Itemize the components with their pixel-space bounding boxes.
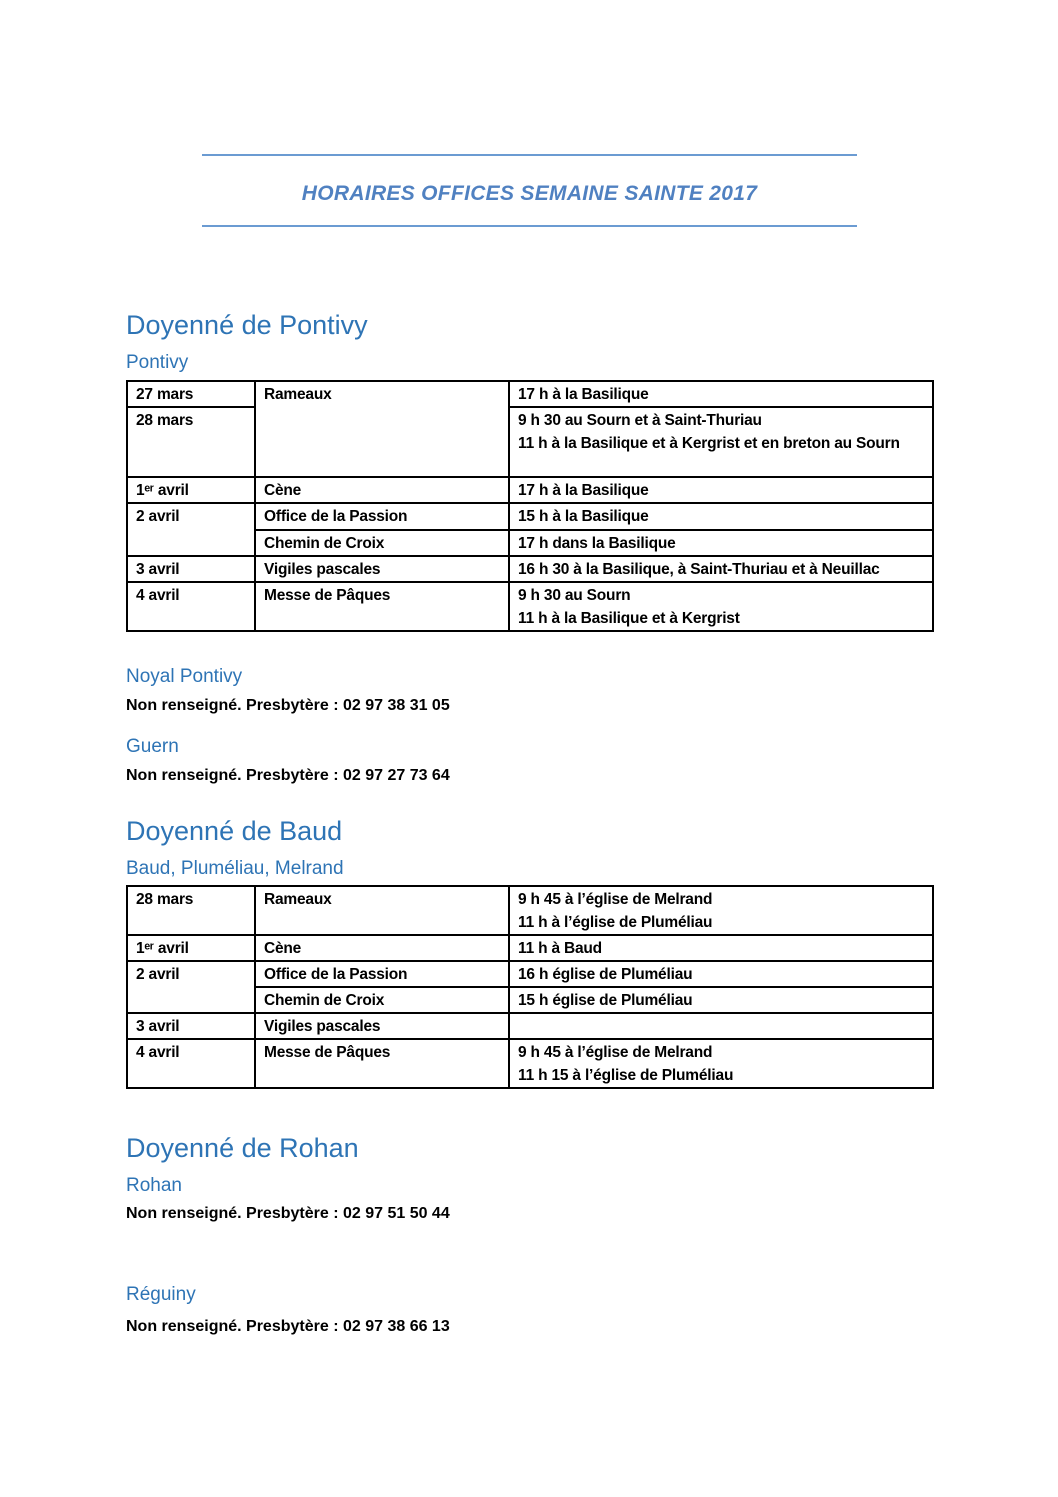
title-banner (202, 154, 857, 227)
office-cell: Cène (255, 477, 509, 503)
date-cell: 28 mars (127, 886, 255, 935)
table-row (127, 582, 933, 631)
time-line: 11 h 15 à l’église de Pluméliau (518, 1067, 734, 1084)
table-row (127, 1013, 933, 1039)
office-cell: Messe de Pâques (255, 582, 509, 631)
document-title: HORAIRES OFFICES SEMAINE SAINTE 2017 (301, 182, 758, 205)
date-cell: 3 avril (127, 1013, 255, 1039)
date-cell: 1ᵉʳ avril (127, 477, 255, 503)
table-row (127, 886, 933, 935)
table-row (127, 477, 933, 503)
office-cell: Cène (255, 935, 509, 961)
table-row (127, 961, 933, 987)
date-cell: 3 avril (127, 556, 255, 582)
time-line: 11 h à l’église de Pluméliau (518, 914, 713, 931)
pontivy-schedule-table (126, 380, 934, 632)
time-cell: 17 h à la Basilique (509, 477, 933, 503)
table-row (127, 381, 933, 407)
office-cell: Chemin de Croix (255, 530, 509, 556)
time-cell (509, 886, 933, 935)
time-cell: 16 h 30 à la Basilique, à Saint-Thuriau et à Neuillac (509, 556, 933, 582)
office-cell: Messe de Pâques (255, 1039, 509, 1088)
office-cell: Vigiles pascales (255, 1013, 509, 1039)
time-cell (509, 582, 933, 631)
office-cell: Office de la Passion (255, 503, 509, 530)
section-heading-baud: Doyenné de Baud (126, 816, 343, 846)
parish-heading-rohan: Rohan (126, 1175, 182, 1196)
contact-info-noyal-pontivy: Non renseigné. Presbytère : 02 97 38 31 05 (126, 697, 450, 714)
time-line: 11 h à la Basilique et à Kergrist et en breton au Sourn (518, 435, 900, 452)
parish-heading-guern: Guern (126, 736, 179, 757)
office-cell: Rameaux (255, 381, 509, 477)
time-cell: 17 h à la Basilique (509, 381, 933, 407)
date-cell: 28 mars (127, 407, 255, 477)
date-cell: 27 mars (127, 381, 255, 407)
table-row (127, 407, 933, 477)
time-cell: 15 h à la Basilique (509, 503, 933, 530)
parish-heading-noyal-pontivy: Noyal Pontivy (126, 666, 243, 687)
office-cell: Rameaux (255, 886, 509, 935)
table-row (127, 556, 933, 582)
date-cell: 4 avril (127, 582, 255, 631)
table-row (127, 503, 933, 530)
time-line: 11 h à la Basilique et à Kergrist (518, 610, 740, 627)
time-line: 9 h 45 à l’église de Melrand (518, 891, 713, 908)
baud-schedule-table (126, 885, 934, 1089)
time-cell: 17 h dans la Basilique (509, 530, 933, 556)
date-cell: 2 avril (127, 961, 255, 1013)
time-line: 9 h 30 au Sourn et à Saint-Thuriau (518, 412, 762, 429)
contact-info-guern: Non renseigné. Presbytère : 02 97 27 73 64 (126, 767, 450, 784)
date-cell: 4 avril (127, 1039, 255, 1088)
section-heading-rohan: Doyenné de Rohan (126, 1133, 359, 1163)
time-cell (509, 1013, 933, 1039)
time-cell: 16 h église de Pluméliau (509, 961, 933, 987)
table-row (127, 1039, 933, 1088)
time-line: 9 h 30 au Sourn (518, 587, 631, 604)
contact-info-rohan: Non renseigné. Presbytère : 02 97 51 50 44 (126, 1205, 450, 1222)
office-cell: Vigiles pascales (255, 556, 509, 582)
time-line: 9 h 45 à l’église de Melrand (518, 1044, 713, 1061)
time-cell: 11 h à Baud (509, 935, 933, 961)
contact-info-reguiny: Non renseigné. Presbytère : 02 97 38 66 13 (126, 1318, 450, 1335)
office-cell: Chemin de Croix (255, 987, 509, 1013)
office-cell: Office de la Passion (255, 961, 509, 987)
time-cell (509, 407, 933, 477)
parish-heading-baud: Baud, Pluméliau, Melrand (126, 858, 344, 879)
parish-heading-reguiny: Réguiny (126, 1284, 196, 1305)
date-cell: 1ᵉʳ avril (127, 935, 255, 961)
time-cell: 15 h église de Pluméliau (509, 987, 933, 1013)
table-row (127, 935, 933, 961)
time-cell (509, 1039, 933, 1088)
section-heading-pontivy: Doyenné de Pontivy (126, 310, 368, 340)
date-cell: 2 avril (127, 503, 255, 556)
parish-heading-pontivy: Pontivy (126, 352, 189, 373)
